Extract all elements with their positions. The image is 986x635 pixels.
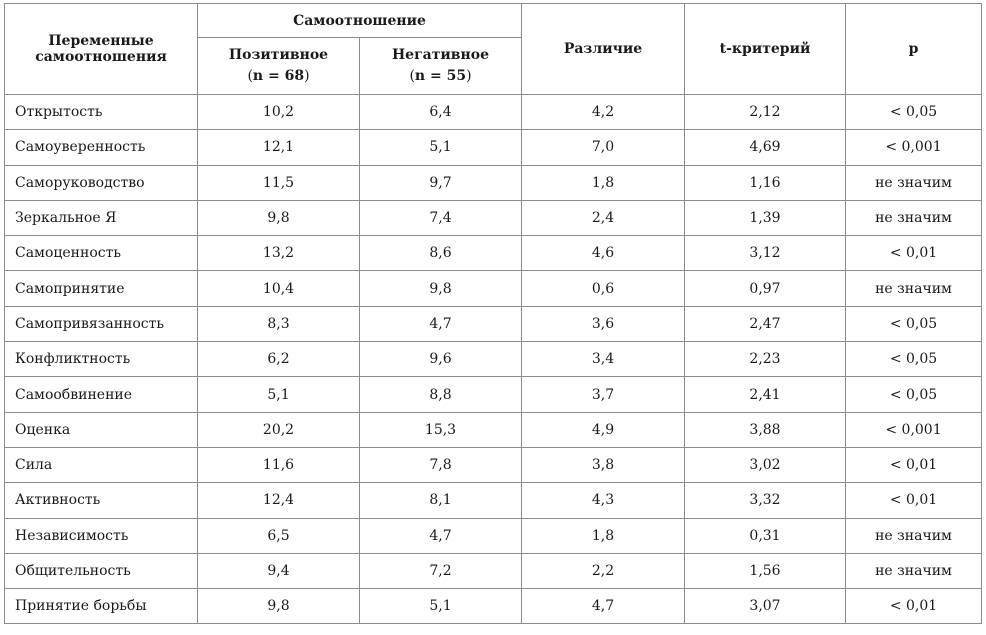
- cell-p: < 0,05: [846, 377, 982, 412]
- cell-variable: Оценка: [5, 412, 198, 447]
- cell-negative: 7,8: [360, 447, 522, 482]
- cell-positive: 9,8: [198, 200, 360, 235]
- cell-negative: 7,4: [360, 200, 522, 235]
- positive-n-value: n = 68: [252, 68, 305, 84]
- cell-negative: 8,1: [360, 483, 522, 518]
- cell-p: < 0,05: [846, 306, 982, 341]
- table-row: [5, 130, 982, 165]
- cell-negative: 4,7: [360, 518, 522, 553]
- cell-negative: 9,7: [360, 165, 522, 200]
- cell-t: 2,47: [685, 306, 846, 341]
- cell-variable: Самообвинение: [5, 377, 198, 412]
- header-positive-label: Позитивное: [228, 47, 329, 63]
- table-row: [5, 165, 982, 200]
- cell-t: 4,69: [685, 130, 846, 165]
- cell-positive: 10,2: [198, 95, 360, 130]
- cell-p: < 0,01: [846, 483, 982, 518]
- table-body: [5, 95, 982, 624]
- cell-negative: 9,6: [360, 342, 522, 377]
- table-row: [5, 200, 982, 235]
- cell-positive: 11,6: [198, 447, 360, 482]
- header-positive-n: (n = 68): [247, 68, 310, 84]
- cell-difference: 4,6: [522, 236, 685, 271]
- cell-negative: 8,8: [360, 377, 522, 412]
- header-difference: Различие: [522, 4, 685, 95]
- cell-variable: Зеркальное Я: [5, 200, 198, 235]
- cell-difference: 4,2: [522, 95, 685, 130]
- cell-variable: Сила: [5, 447, 198, 482]
- header-p: p: [846, 4, 982, 95]
- cell-p: < 0,001: [846, 130, 982, 165]
- cell-t: 0,97: [685, 271, 846, 306]
- cell-negative: 5,1: [360, 130, 522, 165]
- cell-t: 0,31: [685, 518, 846, 553]
- cell-difference: 3,7: [522, 377, 685, 412]
- cell-negative: 5,1: [360, 589, 522, 624]
- cell-variable: Активность: [5, 483, 198, 518]
- cell-negative: 7,2: [360, 553, 522, 588]
- cell-variable: Самопривязанность: [5, 306, 198, 341]
- cell-p: < 0,01: [846, 236, 982, 271]
- cell-p: не значим: [846, 200, 982, 235]
- table-row: [5, 306, 982, 341]
- header-variables-line2: самоотношения: [35, 49, 167, 65]
- cell-t: 1,39: [685, 200, 846, 235]
- cell-variable: Принятие борьбы: [5, 589, 198, 624]
- table-row: [5, 236, 982, 271]
- cell-positive: 13,2: [198, 236, 360, 271]
- cell-difference: 1,8: [522, 518, 685, 553]
- header-negative-label: Негативное: [391, 47, 490, 63]
- cell-p: < 0,05: [846, 342, 982, 377]
- cell-t: 3,02: [685, 447, 846, 482]
- cell-variable: Самоуверенность: [5, 130, 198, 165]
- table-row: [5, 342, 982, 377]
- cell-t: 3,88: [685, 412, 846, 447]
- header-self-attitude-group: Самоотношение: [198, 4, 522, 38]
- header-negative: [360, 38, 522, 95]
- cell-t: 1,16: [685, 165, 846, 200]
- cell-variable: Конфликтность: [5, 342, 198, 377]
- cell-p: < 0,05: [846, 95, 982, 130]
- cell-difference: 2,2: [522, 553, 685, 588]
- cell-negative: 6,4: [360, 95, 522, 130]
- cell-p: не значим: [846, 553, 982, 588]
- cell-p: < 0,01: [846, 589, 982, 624]
- cell-variable: Самопринятие: [5, 271, 198, 306]
- cell-t: 3,32: [685, 483, 846, 518]
- cell-variable: Самоценность: [5, 236, 198, 271]
- self-attitude-table: [4, 3, 982, 624]
- cell-positive: 9,4: [198, 553, 360, 588]
- table-row: [5, 518, 982, 553]
- cell-p: не значим: [846, 165, 982, 200]
- cell-t: 2,12: [685, 95, 846, 130]
- cell-negative: 4,7: [360, 306, 522, 341]
- header-variables-line1: Переменные: [48, 33, 154, 49]
- header-row-top: [5, 4, 982, 38]
- header-positive: [198, 38, 360, 95]
- table-row: [5, 553, 982, 588]
- header-negative-n: (n = 55): [409, 68, 472, 84]
- cell-difference: 3,4: [522, 342, 685, 377]
- cell-difference: 4,9: [522, 412, 685, 447]
- cell-difference: 0,6: [522, 271, 685, 306]
- cell-positive: 12,1: [198, 130, 360, 165]
- cell-positive: 12,4: [198, 483, 360, 518]
- cell-positive: 20,2: [198, 412, 360, 447]
- cell-difference: 1,8: [522, 165, 685, 200]
- cell-t: 3,07: [685, 589, 846, 624]
- cell-difference: 7,0: [522, 130, 685, 165]
- cell-positive: 6,5: [198, 518, 360, 553]
- cell-t: 2,23: [685, 342, 846, 377]
- cell-variable: Независимость: [5, 518, 198, 553]
- table-row: [5, 447, 982, 482]
- header-variables: [5, 4, 198, 95]
- cell-p: не значим: [846, 518, 982, 553]
- cell-negative: 15,3: [360, 412, 522, 447]
- cell-difference: 4,7: [522, 589, 685, 624]
- cell-difference: 2,4: [522, 200, 685, 235]
- cell-positive: 9,8: [198, 589, 360, 624]
- cell-positive: 10,4: [198, 271, 360, 306]
- cell-variable: Саморуководство: [5, 165, 198, 200]
- table-row: [5, 271, 982, 306]
- cell-positive: 6,2: [198, 342, 360, 377]
- table-row: [5, 95, 982, 130]
- cell-t: 1,56: [685, 553, 846, 588]
- cell-negative: 9,8: [360, 271, 522, 306]
- table-row: [5, 412, 982, 447]
- cell-p: < 0,01: [846, 447, 982, 482]
- cell-variable: Общительность: [5, 553, 198, 588]
- cell-difference: 3,6: [522, 306, 685, 341]
- cell-positive: 8,3: [198, 306, 360, 341]
- cell-positive: 11,5: [198, 165, 360, 200]
- cell-p: < 0,001: [846, 412, 982, 447]
- header-t-criterion: t-критерий: [685, 4, 846, 95]
- negative-n-value: n = 55: [414, 68, 467, 84]
- table-row: [5, 589, 982, 624]
- cell-t: 2,41: [685, 377, 846, 412]
- cell-difference: 4,3: [522, 483, 685, 518]
- cell-p: не значим: [846, 271, 982, 306]
- table-row: [5, 377, 982, 412]
- cell-variable: Открытость: [5, 95, 198, 130]
- cell-positive: 5,1: [198, 377, 360, 412]
- cell-negative: 8,6: [360, 236, 522, 271]
- cell-t: 3,12: [685, 236, 846, 271]
- cell-difference: 3,8: [522, 447, 685, 482]
- table-row: [5, 483, 982, 518]
